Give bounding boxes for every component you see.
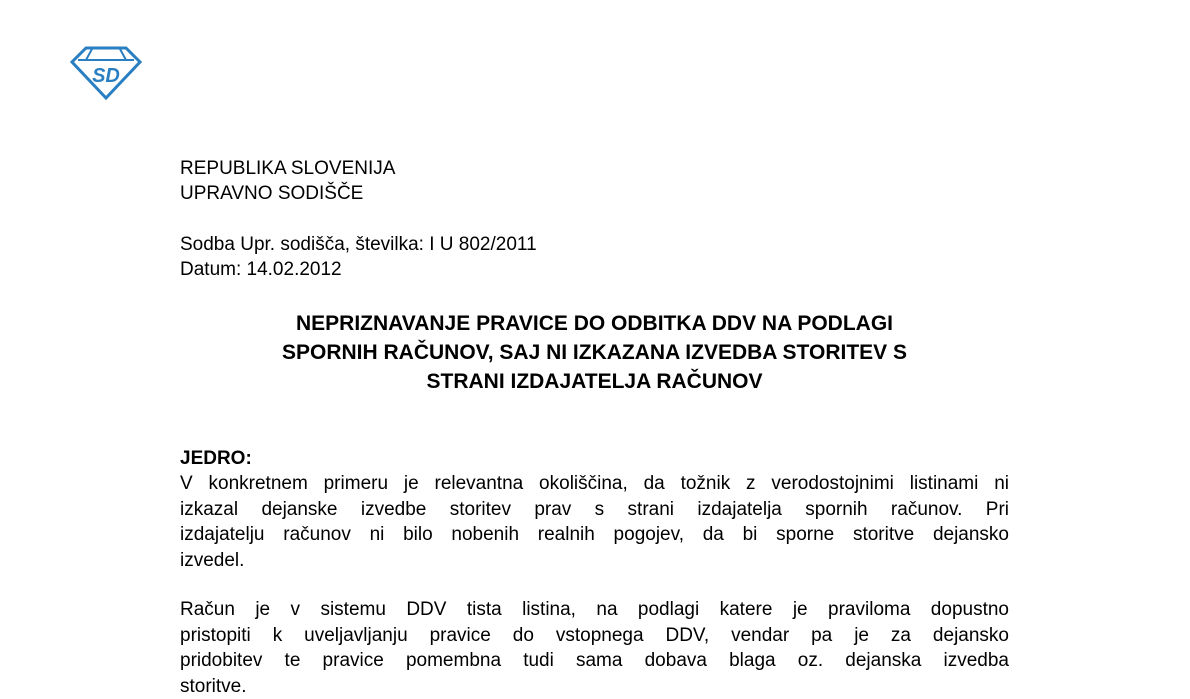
court-logo-icon (70, 44, 142, 100)
paragraph-2-line: Račun je v sistemu DDV tista listina, na podlagi katere je praviloma dopustno (180, 597, 1009, 623)
document-title (180, 309, 1009, 396)
paragraph-2 (180, 597, 1009, 699)
logo-letters: SD (92, 65, 120, 87)
header-court: UPRAVNO SODIŠČE (180, 181, 395, 206)
header-country: REPUBLIKA SLOVENIJA (180, 156, 395, 181)
paragraph-2-line: pridobitev te pravice pomembna tudi sama dobava blaga oz. dejanska izvedba (180, 648, 1009, 674)
case-date: Datum: 14.02.2012 (180, 257, 537, 282)
case-meta (180, 232, 537, 282)
title-line-2: SPORNIH RAČUNOV, SAJ NI IZKAZANA IZVEDBA STORITEV S (180, 338, 1009, 367)
court-header (180, 156, 395, 206)
paragraph-1 (180, 471, 1009, 573)
title-line-1: NEPRIZNAVANJE PRAVICE DO ODBITKA DDV NA PODLAGI (180, 309, 1009, 338)
case-number: Sodba Upr. sodišča, številka: I U 802/2011 (180, 232, 537, 257)
title-line-3: STRANI IZDAJATELJA RAČUNOV (180, 367, 1009, 396)
paragraph-1-line: izdajatelju računov ni bilo nobenih realnih pogojev, da bi sporne storitve dejansko (180, 522, 1009, 548)
paragraph-1-line: izkazal dejanske izvedbe storitev prav s strani izdajatelja spornih računov. Pri (180, 497, 1009, 523)
paragraph-2-line: storitve. (180, 674, 1009, 699)
paragraph-2-line: pristopiti k uveljavljanju pravice do vstopnega DDV, vendar pa je za dejansko (180, 623, 1009, 649)
section-heading: JEDRO: (180, 446, 252, 471)
paragraph-1-line: V konkretnem primeru je relevantna okoliščina, da tožnik z verodostojnimi listinami ni (180, 471, 1009, 497)
paragraph-1-line: izvedel. (180, 548, 1009, 574)
